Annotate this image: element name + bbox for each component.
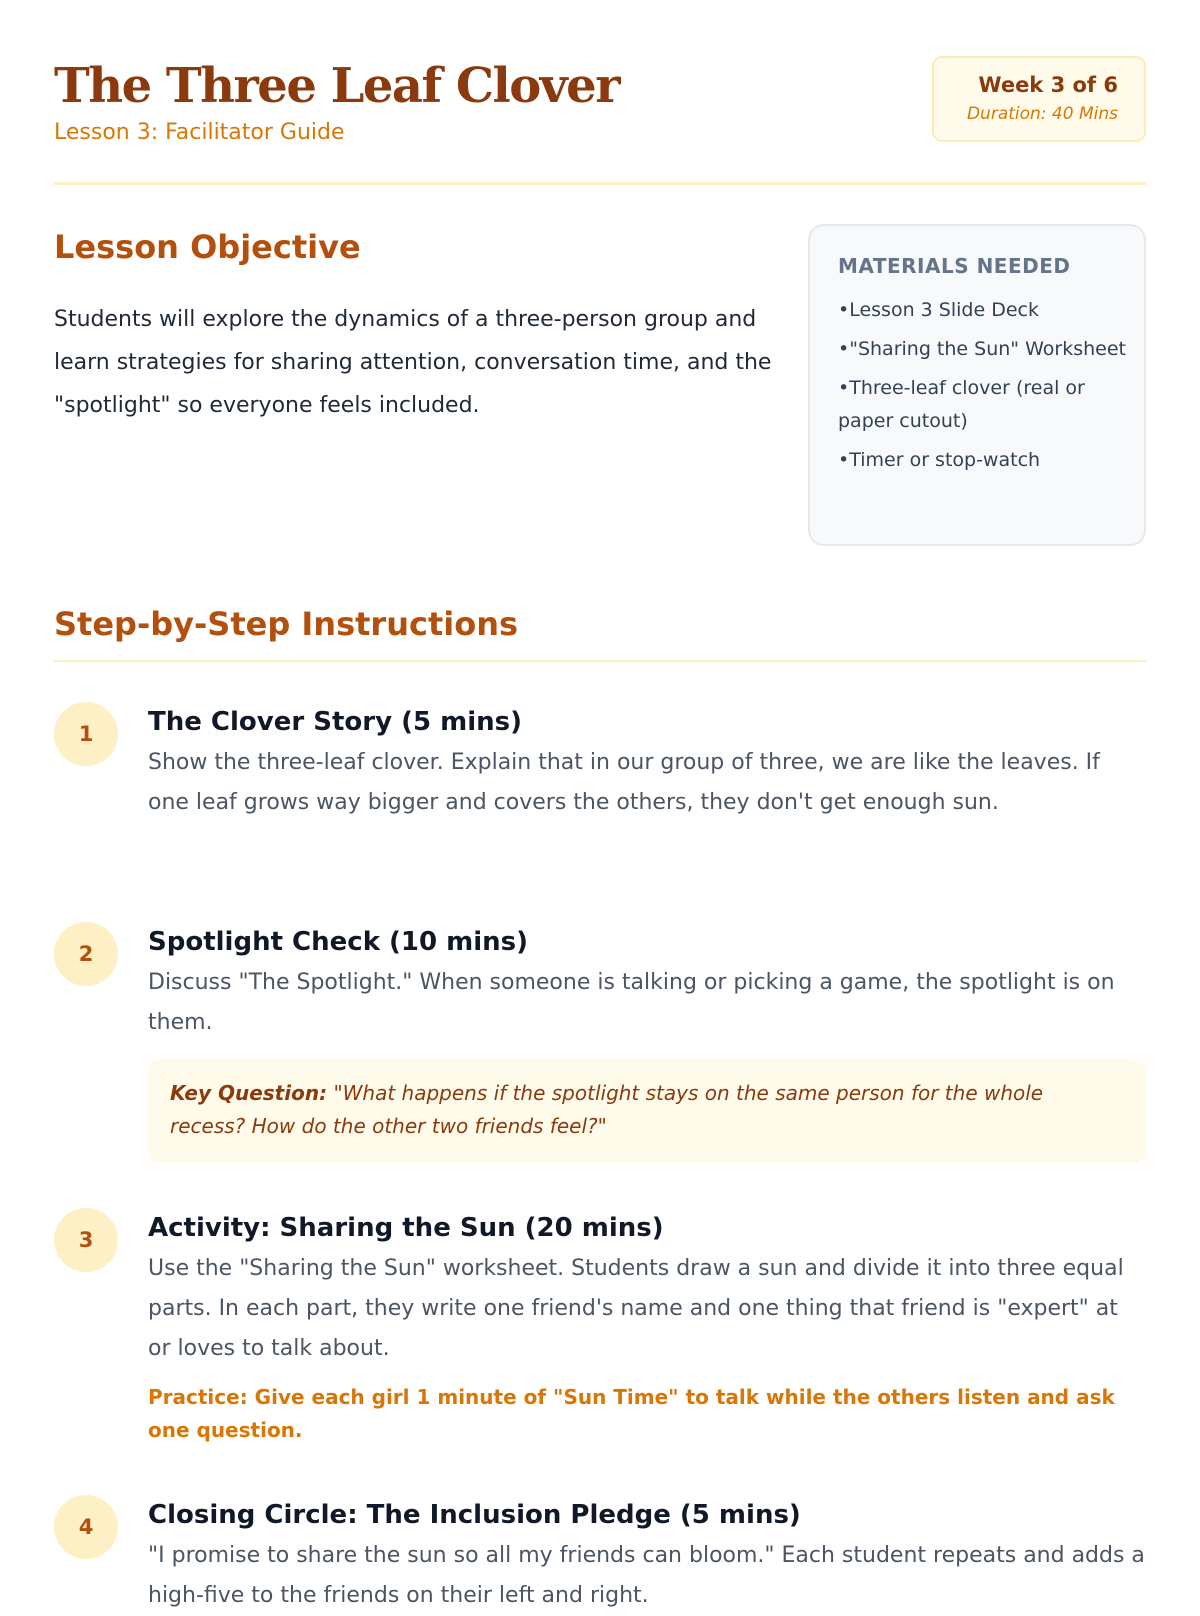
- objective-heading: Lesson Objective: [54, 228, 361, 266]
- guide-header: [54, 56, 1146, 185]
- step-title: The Clover Story (5 mins): [148, 707, 522, 737]
- step-body: [148, 922, 1146, 1163]
- materials-item: • Three-leaf clover (real or paper cutout): [838, 372, 1130, 438]
- materials-title: MATERIALS NEEDED: [838, 254, 1071, 278]
- step-text: Show the three-leaf clover. Explain that in our group of three, we are like the leaves. If one leaf grows way bigger and covers the others, they don't get enough sun.: [148, 750, 1100, 815]
- materials-list: [838, 294, 1130, 477]
- step-number-badge: 3: [54, 1208, 118, 1272]
- step-number-badge: 4: [54, 1495, 118, 1559]
- key-question-callout: [148, 1059, 1146, 1163]
- step-number-badge: 2: [54, 922, 118, 986]
- page-title: The Three Leaf Clover: [54, 58, 619, 114]
- facilitator-guide-page: [54, 0, 1146, 1608]
- key-question-label: Key Question:: [170, 1081, 328, 1105]
- page-subtitle: Lesson 3: Facilitator Guide: [54, 120, 345, 145]
- step-body: [148, 702, 1146, 823]
- duration-label: Duration: 40 Mins: [966, 104, 1118, 124]
- step-text: Use the "Sharing the Sun" worksheet. Students draw a sun and divide it into three equal parts. In each part, they write one friend's name and one thing that friend is "expert" at or loves to talk about.: [148, 1256, 1124, 1361]
- step-body: [148, 1495, 1146, 1616]
- materials-item: • Lesson 3 Slide Deck: [838, 294, 1130, 327]
- step-text: "I promise to share the sun so all my friends can bloom." Each student repeats and adds a high-five to the friends on their left and right.: [148, 1543, 1145, 1608]
- week-label: Week 3 of 6: [978, 73, 1118, 97]
- key-question-text: "What happens if the spotlight stays on the same person for the whole recess? How do the other two friends feel?": [170, 1081, 1044, 1138]
- materials-item: • "Sharing the Sun" Worksheet: [838, 333, 1130, 366]
- step-body: [148, 1208, 1146, 1447]
- materials-panel: [808, 224, 1146, 546]
- step-title: Spotlight Check (10 mins): [148, 927, 529, 957]
- objective-text: Students will explore the dynamics of a three-person group and learn strategies for sharing attention, conversation time, and the "spotlight" so everyone feels included.: [54, 307, 772, 418]
- step-text: Discuss "The Spotlight." When someone is talking or picking a game, the spotlight is on them.: [148, 970, 1115, 1035]
- step-title: Closing Circle: The Inclusion Pledge (5 mins): [148, 1500, 801, 1530]
- step-number-badge: 1: [54, 702, 118, 766]
- materials-item: • Timer or stop-watch: [838, 444, 1130, 477]
- week-badge: [932, 56, 1146, 142]
- practice-note: Practice: Give each girl 1 minute of "Sun Time" to talk while the others listen and ask one question.: [148, 1385, 1115, 1442]
- step-title: Activity: Sharing the Sun (20 mins): [148, 1213, 664, 1243]
- steps-heading: Step-by-Step Instructions: [54, 596, 1146, 662]
